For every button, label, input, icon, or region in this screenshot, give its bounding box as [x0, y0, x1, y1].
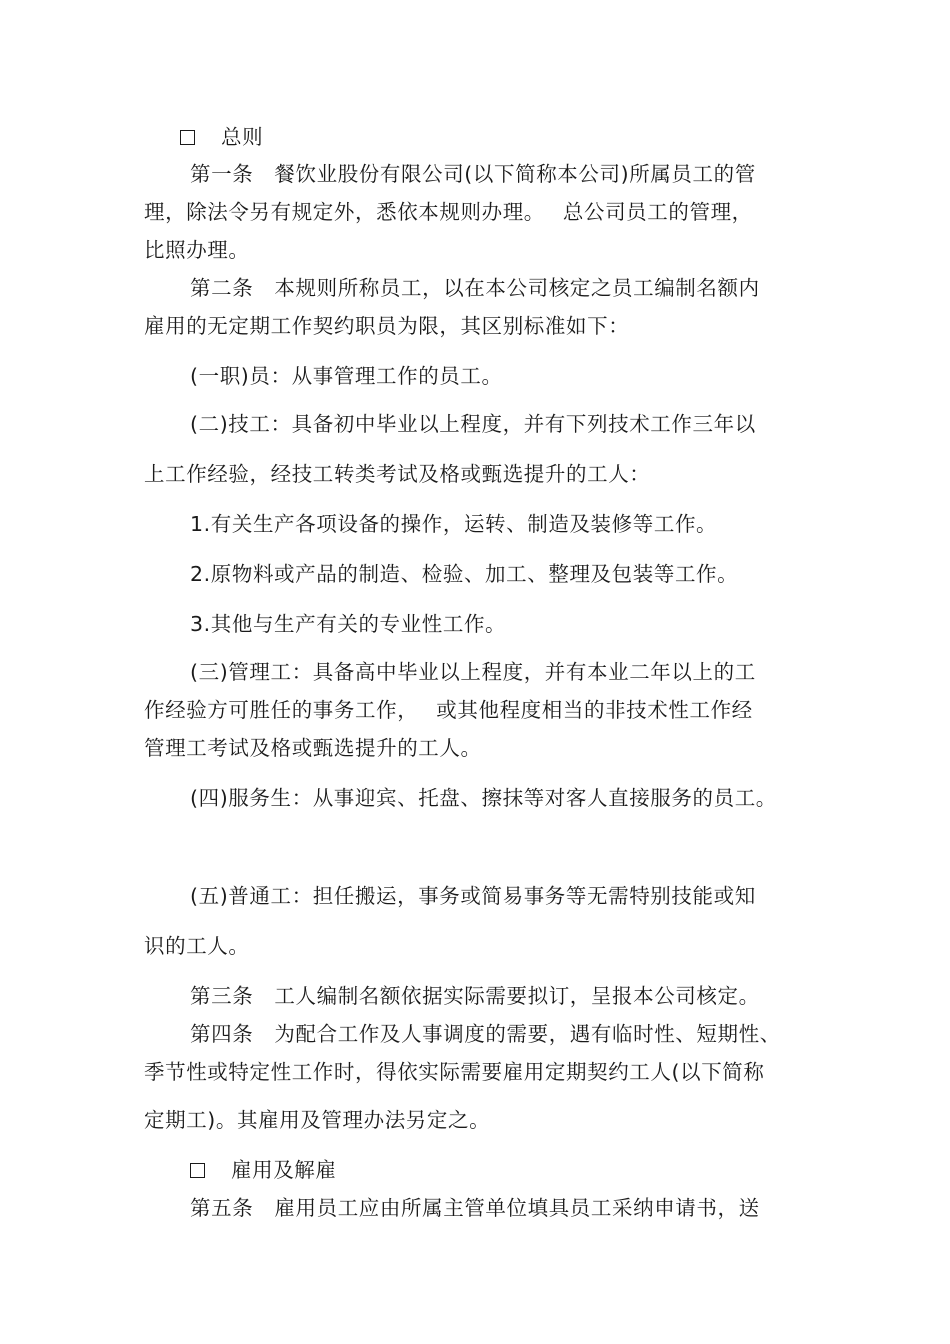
article-3: 第三条 工人编制名额依据实际需要拟订，呈报本公司核定。 — [190, 984, 760, 1008]
article-1-line-3: 比照办理。 — [144, 238, 250, 262]
checkbox-square-icon — [180, 130, 195, 145]
section-heading-label: 总则 — [221, 125, 264, 149]
category-5-line-2: 识的工人。 — [144, 934, 250, 958]
section-heading-label: 雇用及解雇 — [231, 1158, 337, 1182]
category-5-line-1: (五)普通工：担任搬运，事务或简易事务等无需特别技能或知 — [190, 884, 756, 908]
checkbox-square-icon — [190, 1163, 205, 1178]
article-5-line-1: 第五条 雇用员工应由所属主管单位填具员工采纳申请书，送 — [190, 1196, 760, 1220]
article-2-line-2: 雇用的无定期工作契约职员为限，其区别标准如下： — [144, 314, 630, 338]
article-1-line-1: 第一条 餐饮业股份有限公司(以下简称本公司)所属员工的管 — [190, 162, 756, 186]
category-2-line-1: (二)技工：具备初中毕业以上程度，并有下列技术工作三年以 — [190, 412, 756, 436]
category-1-staff: (一职)员：从事管理工作的员工。 — [190, 364, 503, 388]
article-1-line-2: 理，除法令另有规定外，悉依本规则办理。 总公司员工的管理， — [144, 200, 753, 224]
article-2-line-1: 第二条 本规则所称员工，以在本公司核定之员工编制名额内 — [190, 276, 760, 300]
category-3-line-2: 作经验方可胜任的事务工作， 或其他程度相当的非技术性工作经 — [144, 698, 753, 722]
section-heading-employment — [190, 1157, 337, 1183]
article-4-line-2: 季节性或特定性工作时，得依实际需要雇用定期契约工人(以下简称 — [144, 1060, 765, 1084]
list-item-2: 2.原物料或产品的制造、检验、加工、整理及包装等工作。 — [190, 562, 739, 586]
article-4-line-1: 第四条 为配合工作及人事调度的需要，遇有临时性、短期性、 — [190, 1022, 781, 1046]
category-3-line-1: (三)管理工：具备高中毕业以上程度，并有本业二年以上的工 — [190, 660, 756, 684]
article-4-line-3: 定期工)。其雇用及管理办法另定之。 — [144, 1108, 491, 1132]
category-4-service: (四)服务生：从事迎宾、托盘、擦抹等对客人直接服务的员工。 — [190, 786, 777, 810]
category-3-line-3: 管理工考试及格或甄选提升的工人。 — [144, 736, 482, 760]
category-2-line-2: 上工作经验，经技工转类考试及格或甄选提升的工人： — [144, 462, 651, 486]
section-heading-general — [180, 124, 263, 150]
list-item-1: 1.有关生产各项设备的操作，运转、制造及装修等工作。 — [190, 512, 718, 536]
list-item-3: 3.其他与生产有关的专业性工作。 — [190, 612, 507, 636]
